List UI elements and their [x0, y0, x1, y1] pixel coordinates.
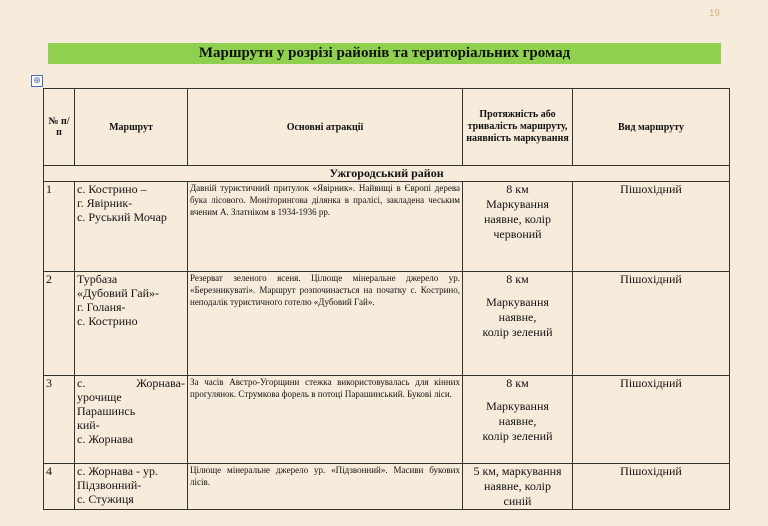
length-line: колір зелений — [482, 325, 553, 339]
route-line: «Дубовий Гай»- — [77, 286, 160, 300]
type-cell: Пішохідний — [573, 272, 730, 376]
attractions-cell: Давній туристичний притулок «Явірник». Найвищі в Європі дерева бука лісового. Моніторингова ділянка в пралісі, закладена чеським вченим А. Златніком в 1934-1936 рр. — [188, 182, 463, 272]
route-line: Парашинсь — [77, 404, 136, 418]
row-number: 3 — [44, 376, 75, 464]
length-cell — [463, 182, 573, 272]
route-line: Підзвонний- — [77, 478, 142, 492]
header-no: № п/п — [44, 89, 75, 166]
route-line: г. Голаня- — [77, 300, 126, 314]
length-line: Маркування — [486, 197, 549, 211]
length-line — [465, 391, 570, 399]
route-line: Турбаза — [77, 272, 118, 286]
length-line: червоний — [493, 227, 542, 241]
table-move-handle-icon[interactable]: ⊕ — [31, 75, 43, 87]
route-line: с. Жорнава - ур. — [77, 464, 159, 478]
route-line: кий- — [77, 418, 100, 432]
route-line: г. Явірник- — [77, 196, 133, 210]
route-word: Жорнава- — [136, 376, 185, 390]
length-line: Маркування — [486, 399, 549, 413]
route-cell — [75, 376, 188, 464]
route-cell — [75, 182, 188, 272]
length-line: наявне, колір — [483, 479, 552, 493]
length-line: Маркування — [486, 295, 549, 309]
row-number: 4 — [44, 464, 75, 510]
header-attractions: Основні атракції — [188, 89, 463, 166]
length-line: 8 км — [506, 376, 529, 390]
table-row — [44, 272, 730, 376]
route-line — [77, 376, 185, 390]
type-cell: Пішохідний — [573, 182, 730, 272]
header-type: Вид маршруту — [573, 89, 730, 166]
length-cell — [463, 376, 573, 464]
length-line: колір зелений — [482, 429, 553, 443]
length-cell — [463, 464, 573, 510]
length-line: наявне, — [498, 414, 537, 428]
district-name: Ужгородський район — [44, 166, 730, 182]
route-line: с. Стужиця — [77, 492, 134, 506]
routes-table — [43, 88, 730, 510]
route-word: с. — [77, 376, 86, 390]
district-row — [44, 166, 730, 182]
row-number: 1 — [44, 182, 75, 272]
length-line: 5 км, маркування — [473, 464, 562, 478]
route-line: с. Кострино — [77, 314, 138, 328]
route-cell — [75, 272, 188, 376]
header-route: Маршрут — [75, 89, 188, 166]
attractions-cell: За часів Австро-Угорщини стежка використовувалась для кінних прогулянок. Струмкова форель в потоці Парашинський. Букові ліси. — [188, 376, 463, 464]
length-line: 8 км — [506, 272, 529, 286]
page-number: 19 — [708, 8, 720, 19]
header-length: Протяжність або тривалість маршруту, наявність маркування — [463, 89, 573, 166]
page-title: Маршрути у розрізі районів та територіальних громад — [48, 43, 721, 64]
type-cell: Пішохідний — [573, 464, 730, 510]
route-line: урочище — [77, 390, 122, 404]
header-row — [44, 89, 730, 166]
route-line: с. Руський Мочар — [77, 210, 167, 224]
length-cell — [463, 272, 573, 376]
length-line: синій — [503, 494, 532, 508]
length-line: наявне, колір — [483, 212, 552, 226]
table-row — [44, 182, 730, 272]
length-line: 8 км — [506, 182, 529, 196]
length-line — [465, 287, 570, 295]
length-line: наявне, — [498, 310, 537, 324]
attractions-cell: Цілюще мінеральне джерело ур. «Підзвонний». Масиви букових лісів. — [188, 464, 463, 510]
route-line: с. Кострино – — [77, 182, 147, 196]
route-line: с. Жорнава — [77, 432, 134, 446]
type-cell: Пішохідний — [573, 376, 730, 464]
route-cell — [75, 464, 188, 510]
attractions-cell: Резерват зеленого ясеня. Цілюще мінеральне джерело ур. «Березникуваті». Маршрут розпочинається на початку с. Кострино, неподалік туристичного готелю «Дубовий Гай». — [188, 272, 463, 376]
table-row — [44, 464, 730, 510]
row-number: 2 — [44, 272, 75, 376]
table-row — [44, 376, 730, 464]
